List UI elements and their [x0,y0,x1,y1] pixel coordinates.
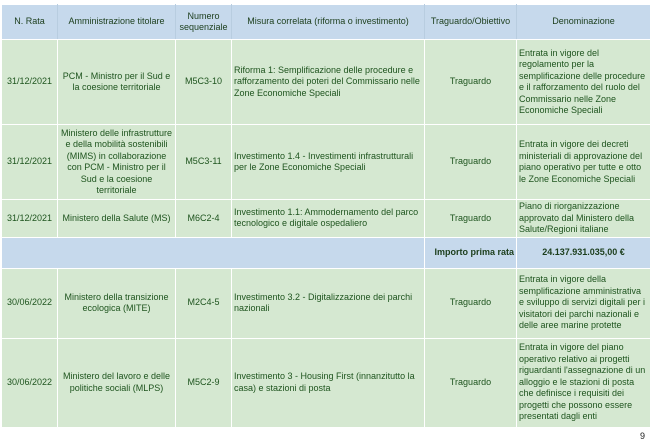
cell-denominazione: Entrata in vigore della semplificazione amministrativa e sviluppo di servizi digitali per i visitatori dei parchi nazionali e delle aree marine protette [517,268,651,338]
page-number: 9 [639,431,645,441]
header-amministrazione: Amministrazione titolare [58,5,176,40]
header-misura: Misura correlata (riforma o investimento) [232,5,425,40]
subtotal-row [2,237,651,268]
cell-misura: Investimento 1.4 - Investimenti infrastrutturali per le Zone Economiche Speciali [232,125,425,200]
cell-numero: M5C3-11 [176,125,232,200]
table-row [2,200,651,238]
header-traguardo: Traguardo/Obiettivo [425,5,517,40]
cell-numero: M5C3-10 [176,40,232,125]
subtotal-spacer [2,237,425,268]
cell-rata: 30/06/2022 [2,268,58,338]
cell-amministrazione: Ministero delle infrastrutture e della mobilità sostenibili (MIMS) in collaborazione con PCM - Ministro per il Sud e la coesione territoriale [58,125,176,200]
cell-numero: M2C4-5 [176,268,232,338]
cell-traguardo: Traguardo [425,125,517,200]
header-denominazione: Denominazione [517,5,651,40]
cell-numero: M6C2-4 [176,200,232,238]
cell-denominazione: Entrata in vigore dei decreti ministeriali di approvazione del piano operativo per tutte e otto le Zone Economiche Speciali [517,125,651,200]
header-rata: N. Rata [2,5,58,40]
cell-denominazione: Entrata in vigore del regolamento per la semplificazione delle procedure e il rafforzamento del ruolo del Commissario nelle Zone Economiche Speciali [517,40,651,125]
cell-misura: Investimento 1.1: Ammodernamento del parco tecnologico e digitale ospedaliero [232,200,425,238]
header-numero: Numero sequenziale [176,5,232,40]
cell-amministrazione: Ministero della transizione ecologica (MITE) [58,268,176,338]
table-row [2,125,651,200]
table-header-row [2,5,651,40]
subtotal-value: 24.137.931.035,00 € [517,237,651,268]
cell-numero: M5C2-9 [176,338,232,427]
cell-traguardo: Traguardo [425,268,517,338]
cell-rata: 31/12/2021 [2,40,58,125]
cell-denominazione: Piano di riorganizzazione approvato dal Ministero della Salute/Regioni italiane [517,200,651,238]
cell-amministrazione: Ministero della Salute (MS) [58,200,176,238]
cell-amministrazione: Ministero del lavoro e delle politiche sociali (MLPS) [58,338,176,427]
cell-rata: 30/06/2022 [2,338,58,427]
table-row [2,338,651,427]
table-row [2,40,651,125]
cell-traguardo: Traguardo [425,338,517,427]
table-row [2,268,651,338]
cell-rata: 31/12/2021 [2,200,58,238]
subtotal-label: Importo prima rata [425,237,517,268]
cell-misura: Investimento 3.2 - Digitalizzazione dei parchi nazionali [232,268,425,338]
cell-misura: Investimento 3 - Housing First (innanzitutto la casa) e stazioni di posta [232,338,425,427]
cell-denominazione: Entrata in vigore del piano operativo relativo ai progetti riguardanti l'assegnazione di un alloggio e le stazioni di posta che definisce i requisiti dei progetti che possono essere presentati dagli enti [517,338,651,427]
cell-traguardo: Traguardo [425,40,517,125]
cell-amministrazione: PCM - Ministro per il Sud e la coesione territoriale [58,40,176,125]
milestones-table [1,4,651,428]
cell-rata: 31/12/2021 [2,125,58,200]
cell-traguardo: Traguardo [425,200,517,238]
cell-misura: Riforma 1: Semplificazione delle procedure e rafforzamento dei poteri del Commissario nelle Zone Economiche Speciali [232,40,425,125]
